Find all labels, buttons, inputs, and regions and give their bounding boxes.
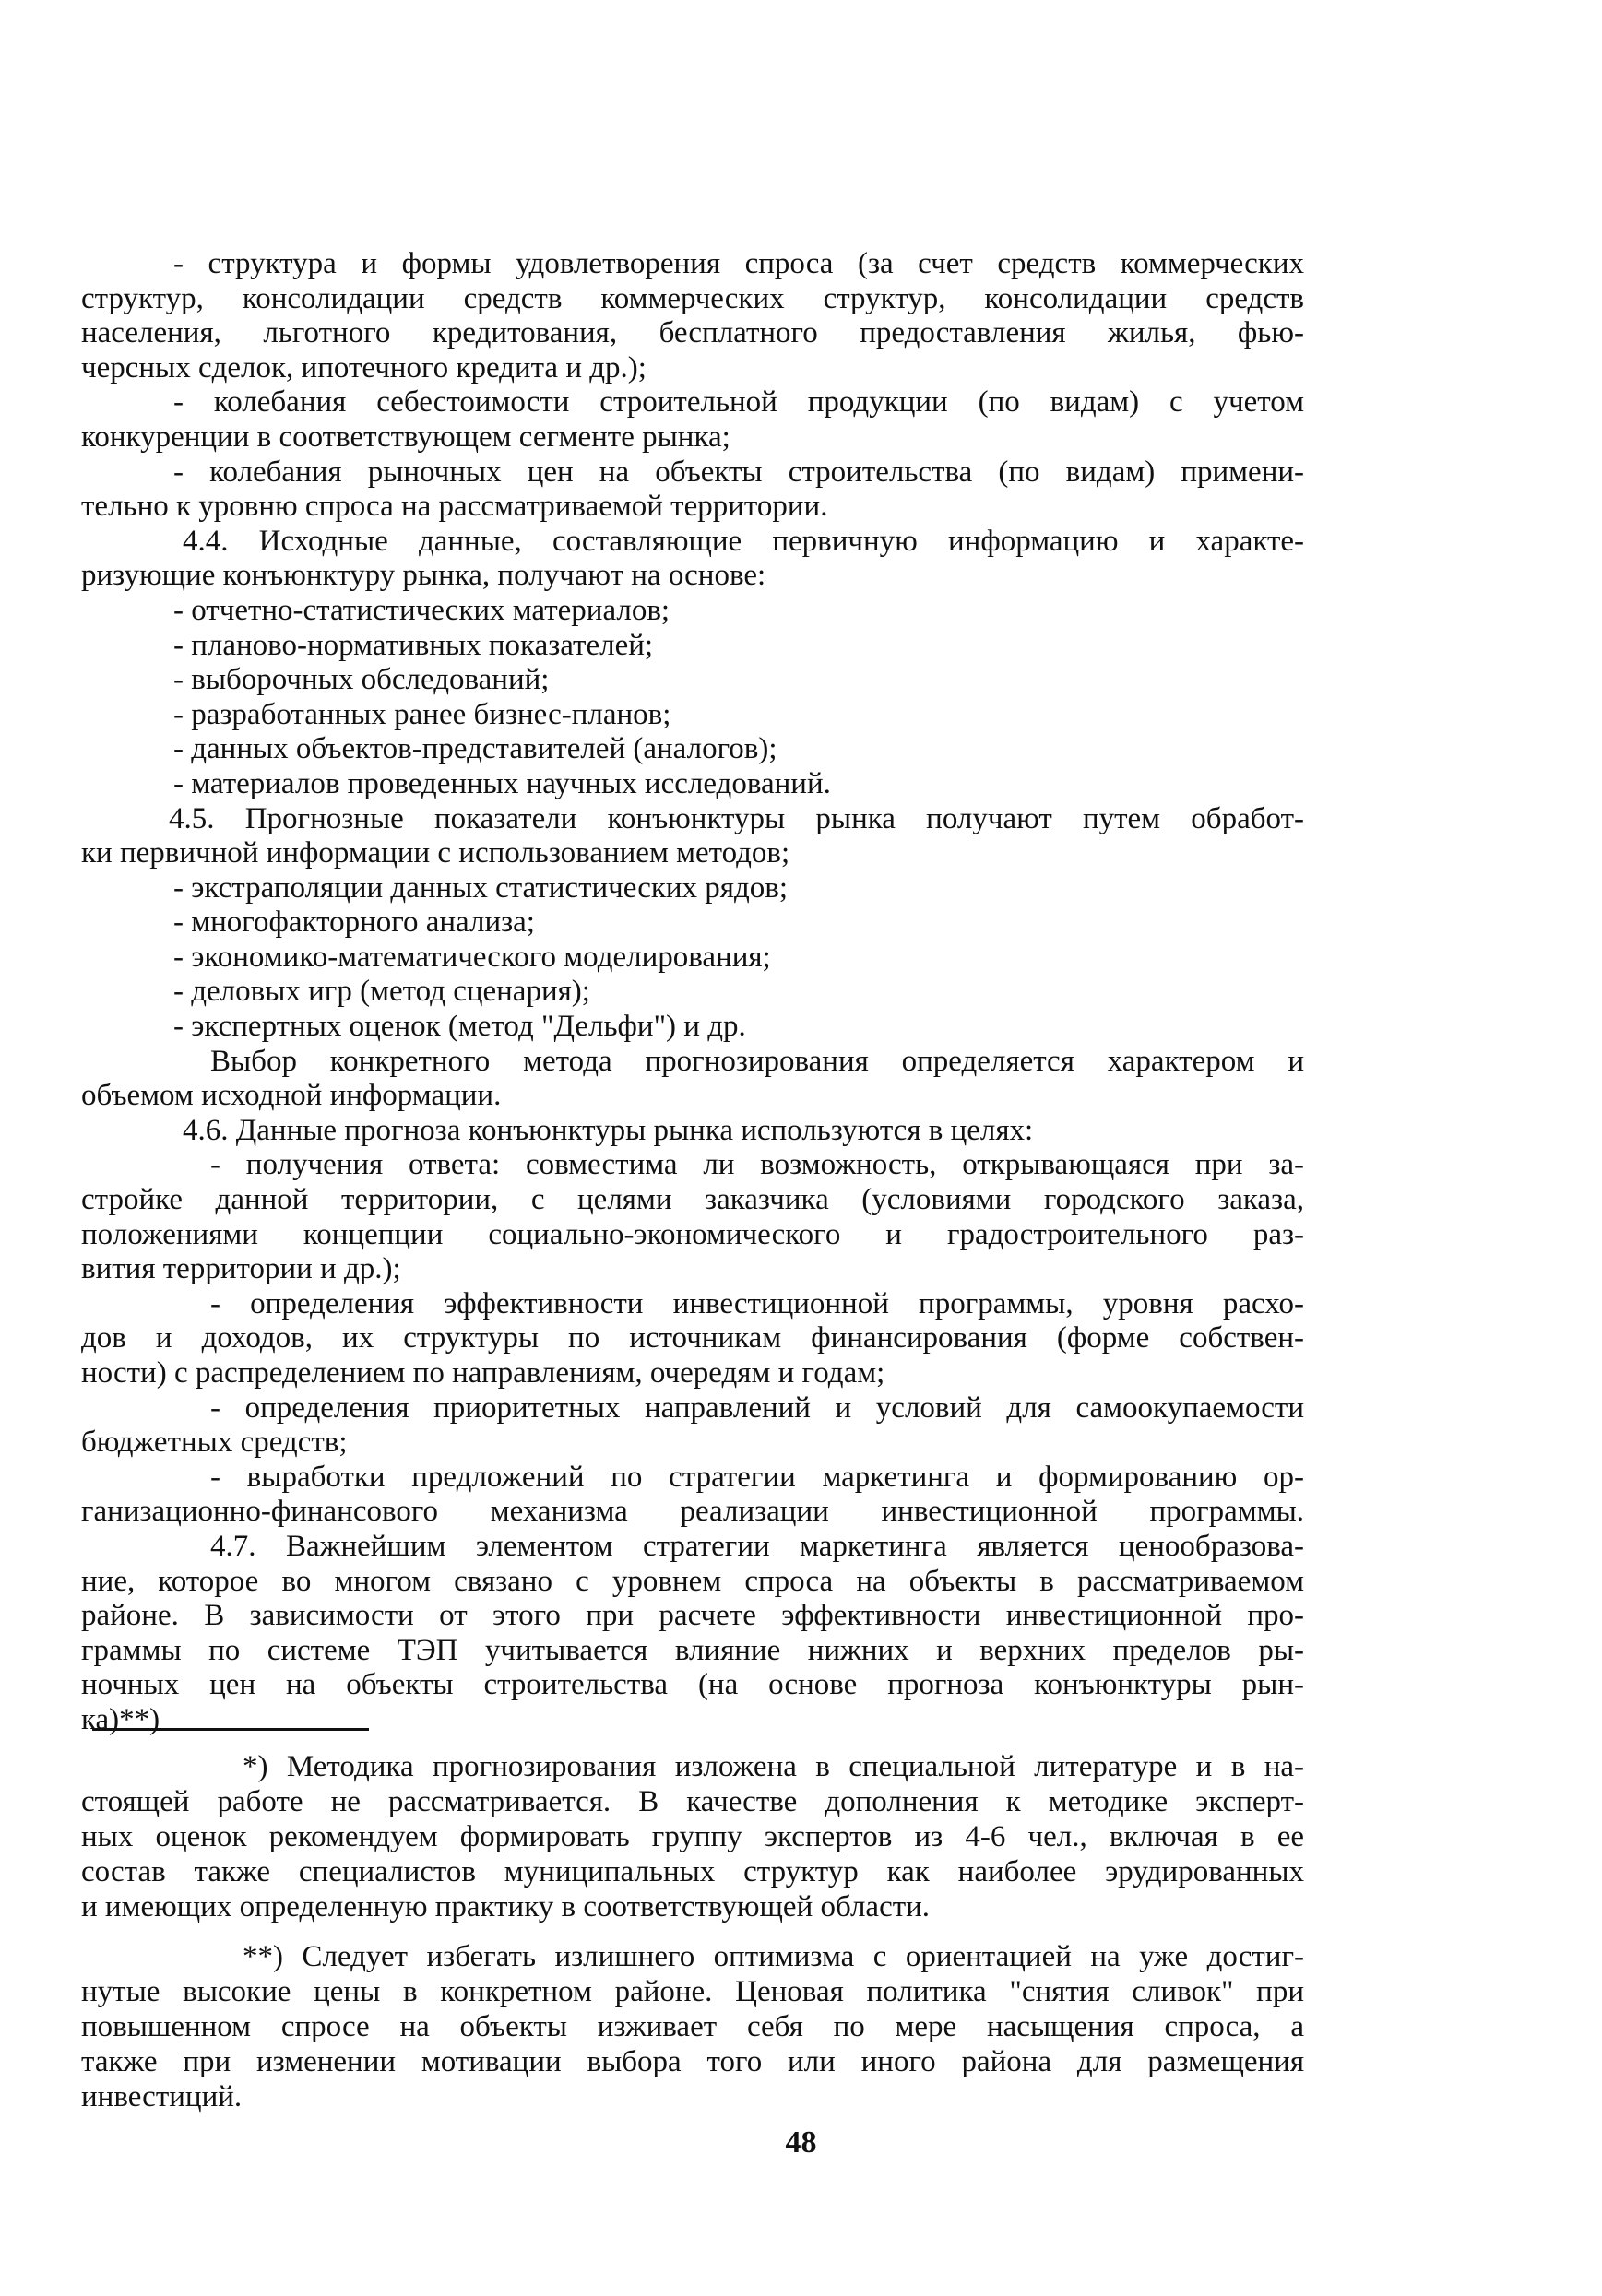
text-line: Выбор конкретного метода прогнозирования определяется характером и (210, 1044, 1304, 1078)
text-line: ки первичной информации с использованием методов; (81, 836, 790, 870)
footnote-line: ных оценок рекомендуем формировать группу экспертов из 4-6 чел., включая в ее (81, 1820, 1304, 1853)
text-line: конкуренции в соответствующем сегменте рынка; (81, 420, 730, 454)
footnote-separator (92, 1728, 369, 1731)
text-line: дов и доходов, их структуры по источникам финансирования (форме собствен- (81, 1321, 1304, 1355)
text-line: объемом исходной информации. (81, 1079, 502, 1113)
footnote-line: состав также специалистов муниципальных структур как наиболее эрудированных (81, 1855, 1304, 1888)
text-line: ганизационно-финансового механизма реализации инвестиционной программы. (81, 1495, 1304, 1529)
footnote-line: и имеющих определенную практику в соответствующей области. (81, 1890, 931, 1923)
text-line: вития территории и др.); (81, 1252, 401, 1286)
text-line: тельно к уровню спроса на рассматриваемой территории. (81, 490, 828, 524)
text-line: - получения ответа: совместима ли возможность, открывающаяся при за- (210, 1148, 1304, 1182)
list-item: - материалов проведенных научных исследований. (173, 766, 831, 800)
footnote-line: нутые высокие цены в конкретном районе. Ценовая политика "снятия сливок" при (81, 1975, 1304, 2008)
footnote-line: инвестиций. (81, 2080, 243, 2113)
text-line: структур, консолидации средств коммерческих структур, консолидации средств (81, 281, 1304, 315)
text-line: - выработки предложений по стратегии маркетинга и формированию ор- (210, 1460, 1304, 1494)
text-line: - колебания рыночных цен на объекты строительства (по видам) примени- (173, 455, 1304, 489)
text-line: населения, льготного кредитования, бесплатного предоставления жилья, фью- (81, 316, 1304, 350)
text-line: граммы по системе ТЭП учитывается влияние нижних и верхних пределов ры- (81, 1633, 1304, 1667)
footnotes (81, 1749, 1304, 2114)
text-line: 4.7. Важнейшим элементом стратегии маркетинга является ценообразова- (210, 1529, 1304, 1563)
text-line: 4.5. Прогнозные показатели конъюнктуры рынка получают путем обработ- (169, 801, 1304, 835)
footnote-line: *) Методика прогнозирования изложена в специальной литературе и в на- (243, 1750, 1304, 1783)
footnote-line: **) Следует избегать излишнего оптимизма с ориентацией на уже достиг- (243, 1940, 1304, 1973)
text-line: ка)**) (81, 1702, 160, 1736)
text-line: - определения приоритетных направлений и условий для самоокупаемости (210, 1391, 1304, 1425)
text-line: - определения эффективности инвестиционной программы, уровня расхо- (210, 1286, 1304, 1320)
footnote-line: стоящей работе не рассматривается. В качестве дополнения к методике эксперт- (81, 1785, 1304, 1818)
footnote-line: также при изменении мотивации выбора того или иного района для размещения (81, 2045, 1304, 2078)
list-item: - многофакторного анализа; (173, 905, 535, 940)
list-item: - экономико-математического моделирования; (173, 940, 771, 974)
text-line: ности) с распределением по направлениям, очередям и годам; (81, 1356, 885, 1390)
footnote-line: повышенном спросе на объекты изживает себя по мере насыщения спроса, а (81, 2010, 1304, 2043)
text-line: 4.4. Исходные данные, составляющие первичную информацию и характе- (183, 524, 1304, 558)
text-line: бюджетных средств; (81, 1426, 348, 1460)
list-item: - отчетно-статистических материалов; (173, 593, 670, 627)
text-line: черсных сделок, ипотечного кредита и др.); (81, 350, 647, 385)
text-line: 4.6. Данные прогноза конъюнктуры рынка используются в целях: (183, 1113, 1034, 1147)
text-line: районе. В зависимости от этого при расчете эффективности инвестиционной про- (81, 1599, 1304, 1633)
text-line: - структура и формы удовлетворения спроса (за счет средств коммерческих (173, 247, 1304, 280)
text-line: ние, которое во многом связано с уровнем спроса на объекты в рассматриваемом (81, 1564, 1304, 1598)
text-line: ризующие конъюнктуру рынка, получают на основе: (81, 559, 766, 593)
list-item: - данных объектов-представителей (аналогов); (173, 732, 777, 766)
list-item: - экспертных оценок (метод "Дельфи") и др. (173, 1010, 746, 1044)
text-line: стройке данной территории, с целями заказчика (условиями городского заказа, (81, 1183, 1304, 1217)
text-line: ночных цен на объекты строительства (на основе прогноза конъюнктуры рын- (81, 1668, 1304, 1702)
body-text (81, 247, 1304, 1738)
list-item: - экстраполяции данных статистических рядов; (173, 870, 789, 905)
list-item: - планово-нормативных показателей; (173, 628, 654, 662)
page-number: 48 (785, 2125, 817, 2160)
list-item: - разработанных ранее бизнес-планов; (173, 697, 671, 731)
list-item: - выборочных обследований; (173, 663, 550, 697)
text-line: положениями концепции социально-экономического и градостроительного раз- (81, 1217, 1304, 1251)
list-item: - деловых игр (метод сценария); (173, 975, 590, 1009)
text-line: - колебания себестоимости строительной продукции (по видам) с учетом (173, 385, 1304, 420)
